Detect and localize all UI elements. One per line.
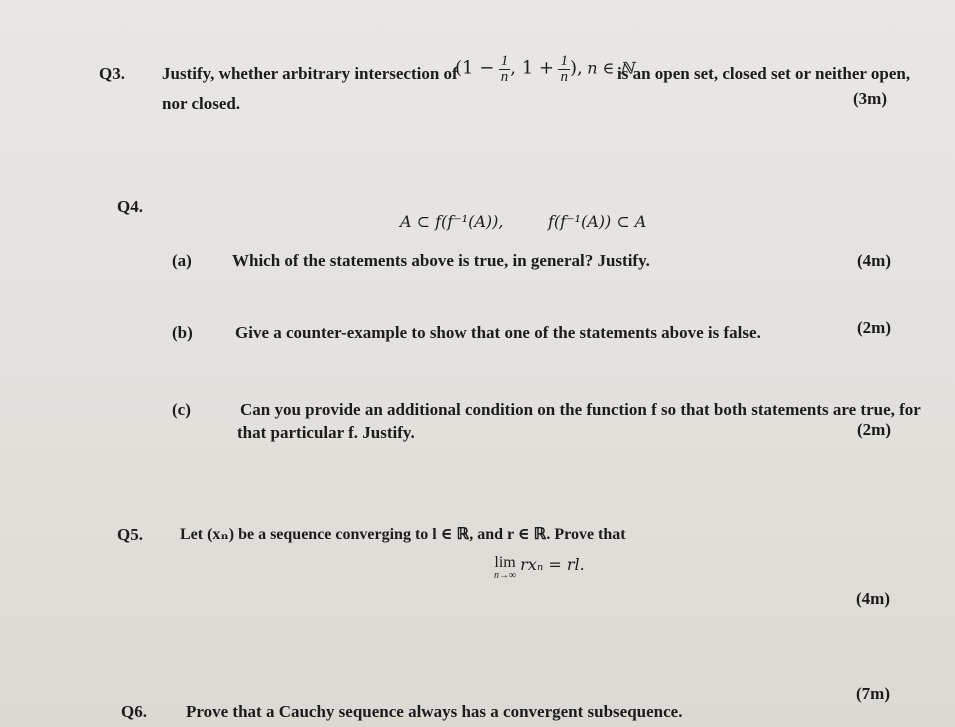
question-4a-label: (a) (172, 251, 192, 270)
question-4b-text: Give a counter-example to show that one of the statements above is false. (235, 323, 761, 342)
question-4-label: Q4. (117, 197, 143, 216)
question-4c-label: (c) (172, 400, 191, 419)
question-4a-marks: (4m) (857, 251, 891, 270)
question-4-statement-2: f(f⁻¹(A)) ⊂ A (548, 212, 647, 231)
question-3-text-after: is an open set, closed set or neither open, (617, 64, 911, 83)
question-4c-text: Can you provide an additional condition on the function f so that both statements are true, for (240, 400, 921, 419)
question-3-label: Q3. (99, 64, 125, 83)
question-3-set-expression: (1 − $\frac{1}{n}$ , 1 + $\frac{1}{n}$ ), n ∈ ℕ (455, 53, 635, 85)
question-3-fraction-1: $\frac{1}{n}$ (500, 53, 509, 85)
question-4-statement-1: A ⊂ f(f⁻¹(A)), (400, 212, 504, 231)
question-5-limit: lim n→∞ rxₙ = rl. (494, 554, 585, 581)
question-3-line-2: nor closed. (162, 94, 241, 113)
question-5-label: Q5. (117, 525, 143, 544)
question-4a-text: Which of the statements above is true, in general? Justify. (232, 251, 650, 270)
question-3-fraction-2: $\frac{1}{n}$ (560, 53, 568, 85)
question-3-marks: (3m) (853, 89, 887, 108)
question-5-text: Let (xₙ) be a sequence converging to l ∈ ℝ, and r ∈ ℝ. Prove that (180, 526, 626, 543)
question-6-label: Q6. (121, 702, 147, 721)
question-6-marks: (7m) (856, 684, 890, 703)
question-6-text: Prove that a Cauchy sequence always has a convergent subsequence. (186, 702, 683, 721)
question-4b-marks: (2m) (857, 318, 891, 337)
question-4c-marks: (2m) (857, 420, 891, 439)
question-3-text-before: Justify, whether arbitrary intersection of (162, 64, 458, 83)
question-4b-label: (b) (172, 323, 193, 342)
question-5-marks: (4m) (856, 589, 890, 608)
question-4c-line-2: that particular f. Justify. (237, 423, 415, 442)
